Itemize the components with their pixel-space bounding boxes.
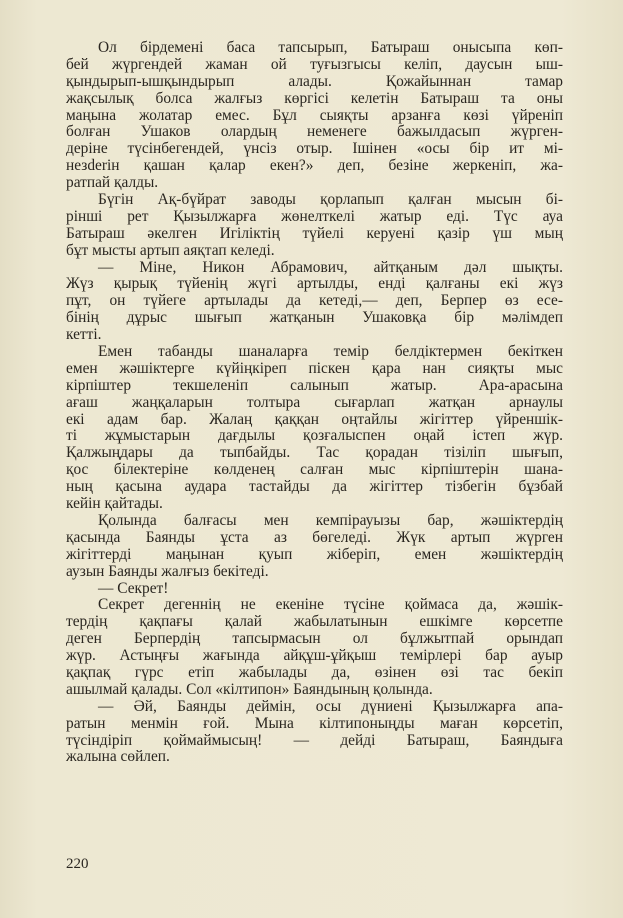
text-line: деріне түсінбегендей, үнсіз отыр. Ішінен «осы бір ит мі- [66,140,563,158]
text-line: Секрет дегеннің не екеніне түсіне қоймаса да, жәшік- [98,596,563,614]
text-line: Батыраш әкелген Игіліктің түйелі керуені қазір үш мың [66,224,563,242]
text-line: ның қасына аудара тастайды да жігіттер тізбегін бұзбай [66,478,563,496]
text-line: ратын менмін ғой. Мына кілтипоныңды маған көрсетіп, [66,714,563,732]
text-line: ашылмай қалады. Сол «кілтипон» Баяндының қолында. [66,680,433,698]
text-line: жүр. Астыңғы жағында айқұш-ұйқыш темірлері бар ауыр [66,647,563,665]
paragraph [66,513,563,581]
page-text [66,40,563,766]
paragraph [66,40,563,192]
text-line: Қалжыңдары да тыпбайды. Тас қорадан тізіліп шығып, [66,444,563,462]
text-line: қақпақ гүрс етіп жабылады да, өзінен өзі тас бекіп [66,663,563,681]
text-line: ратпай қалды. [66,174,159,192]
text-line: Бүгін Ақ-бүйрат заводы қорлапып қалған мысын бі- [98,191,563,209]
paragraph [66,581,563,598]
text-line: түсіндіріп қоймаймысың! — дейді Батыраш, Баяндыға [66,731,563,749]
text-line: Жүз қырық түйенің жүгі артылды, енді қалғаны екі жүз [66,275,563,293]
text-line: ағаш жаңқаларын толтыра сығарлап жатқан арнаулы [66,393,563,411]
paragraph [66,597,563,698]
text-line: бұт мысты артып аяқтап келеді. [66,241,275,259]
paragraph [66,344,563,513]
paragraph [66,192,563,260]
text-line: екі адам бар. Жалаң қаққан оңтайлы жігіттер үйреншік- [66,410,563,428]
text-line: бінің дұрыс шығып жатқанын Ушаковқа бір мәлімдеп [66,309,563,327]
text-line: қындырып-ышқындырып алады. Қожайыннан тамар [66,72,563,90]
text-line: пұт, он түйеге артылады да кетеді,— деп, Берпер өз есе- [66,292,563,310]
text-line: — Міне, Никон Абрамович, айтқаным дәл шықты. [98,258,563,276]
text-line: қасында Баянды ұста аз бөгеледі. Жүк артып жүрген [66,528,563,546]
text-line: Емен табанды шаналарға темір белдіктермен бекіткен [98,343,563,361]
text-line: кірпіштер текшеленіп салынып жатыр. Ара-арасына [66,376,563,394]
text-line: рінші рет Қызылжарға жөнелткелі жатыр еді. Түс ауа [66,207,563,225]
text-line: деген Берпердің тапсырмасын ол бұлжытпай орындап [66,630,563,648]
text-line: аузын Баянды жалғыз бекітеді. [66,562,269,580]
text-line: незderін қашан қалар екен?» деп, безіне жеркеніп, жа- [66,157,563,175]
text-line: Қолында балғасы мен кемпірауызы бар, жәшіктердің [98,511,563,529]
text-line: кейін қайтады. [66,495,163,513]
text-line: болған Ушаков олардың неменеге бажылдасып жүрген- [66,123,563,141]
text-line: ті жұмыстарын дағдылы қозғалыспен оңай істеп жүр. [66,427,563,445]
text-line: кетті. [66,326,102,344]
paragraph [66,260,563,344]
text-line: тердің қақпағы қалай жабылатынын ешкімге көрсетпе [66,613,563,631]
text-line: жалына сөйлеп. [66,748,170,766]
text-line: — Әй, Баянды деймін, осы дүниені Қызылжарға апа- [98,697,563,715]
text-line: емен жәшіктерге күйіңкіреп піскен қара нан сияқты мыс [66,359,563,377]
text-line: — Секрет! [98,579,169,597]
text-line: маңына жолатар емес. Бұл сыяқты арзанға көзі үйреніп [66,106,563,124]
text-line: қос білектеріне көлденең салған мыс кірпіштерін шана- [66,461,563,479]
paragraph [66,699,563,767]
text-line: Ол бірдемені баса тапсырып, Батыраш оныcыпа көп- [98,39,563,56]
text-line: жігіттерді маңынан қуып жіберіп, емен жәшіктердің [66,545,563,563]
text-line: жақсылық болса жалғыз көргісі келетін Батыраш та оны [66,89,563,107]
text-line: бей жүргендей жаман ой туғызгысы келіп, даусын ыш- [66,55,563,73]
page-number: 220 [66,856,89,872]
